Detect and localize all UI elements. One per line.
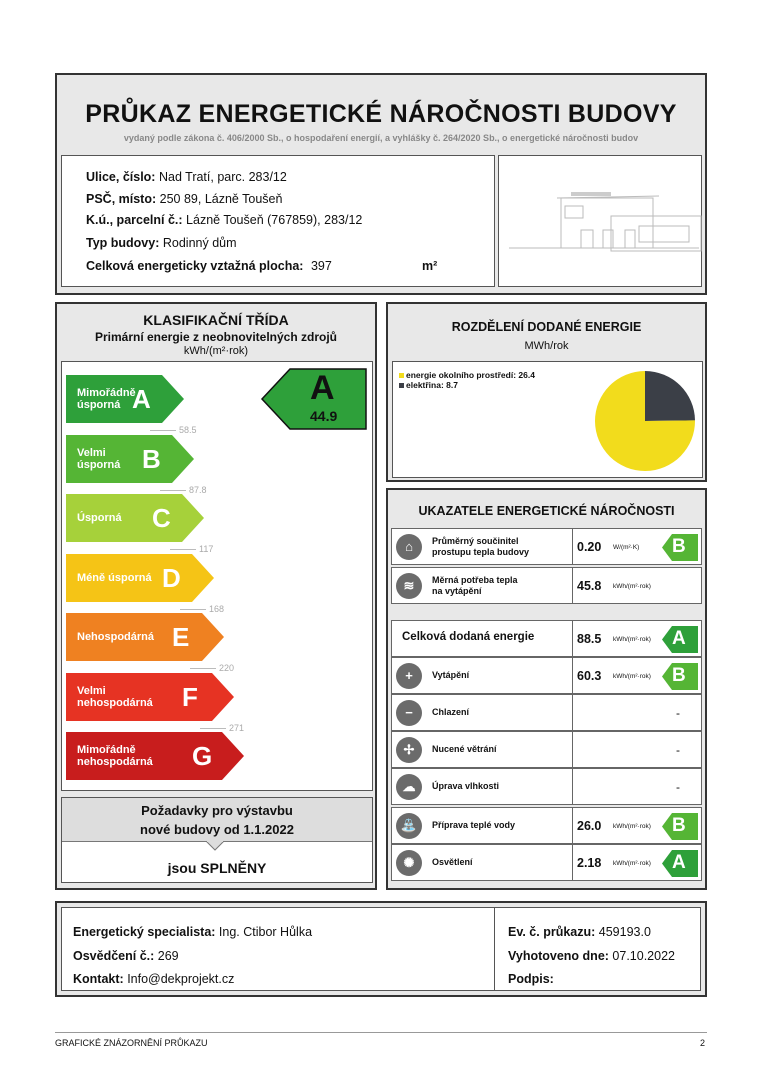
requirements-header [62, 798, 372, 842]
indicator-value: 2.18 [577, 856, 602, 870]
requirements-pointer-shape [206, 841, 224, 851]
indicator-class-letter: B [672, 665, 686, 686]
class-label-line1: Méně úsporná [77, 571, 152, 584]
indicator-name-line1: Celková dodaná energie [402, 631, 535, 643]
indicator-name-line1: Vytápění [432, 670, 470, 680]
class-letter-e: E [172, 622, 190, 652]
limit-value: 87.8 [189, 484, 207, 495]
faucet-icon [396, 813, 422, 839]
class-arrow-c [66, 494, 204, 542]
distribution-frame [386, 302, 707, 482]
class-label-e [77, 631, 154, 643]
class-limit-a [150, 425, 197, 435]
indicator-class-letter: A [672, 852, 686, 873]
lightbulb-icon [396, 850, 422, 876]
class-arrow-e [66, 613, 224, 661]
class-label-line1: Nehospodárná [77, 631, 155, 643]
indicator-unit: kWh/(m²·rok) [613, 860, 651, 867]
indicator-value-cell [572, 529, 702, 564]
class-limit-c [170, 544, 213, 554]
class-limit-d [180, 604, 224, 614]
heat-waves-icon [396, 573, 422, 599]
psc-label: PSČ, místo: [86, 192, 157, 206]
indicator-value: 45.8 [577, 579, 602, 593]
class-letter-d: D [162, 562, 181, 593]
indicator-value: 88.5 [577, 632, 602, 646]
contact-label: Kontakt: [73, 972, 124, 986]
indicator-row [391, 657, 702, 694]
page-subtitle: vydaný podle zákona č. 406/2000 Sb., o hospodaření energií, a vyhlášky č. 264/2020 Sb., o energetické náročnosti budov [123, 133, 639, 143]
class-letter-a: A [132, 384, 151, 414]
street-value: Nad Tratí, parc. 283/12 [158, 170, 287, 184]
class-label-c [77, 512, 122, 524]
class-label-line2: úsporná [77, 399, 121, 411]
indicator-row [391, 528, 702, 565]
house-icon-glyph: ⌂ [405, 539, 413, 554]
indicator-value-cell [572, 808, 702, 843]
indicator-name-line2: na vytápění [432, 586, 482, 596]
limit-line [170, 549, 196, 550]
indicator-class-letter: A [672, 628, 686, 649]
page-footer-label: GRAFICKÉ ZNÁZORNĚNÍ PRŮKAZU [55, 1038, 208, 1048]
psc-value: 250 89, Lázně Toušeň [159, 192, 283, 206]
class-label-line1: Velmi [77, 684, 106, 697]
fan-icon-glyph: ✢ [403, 742, 415, 757]
classification-scale-box [61, 361, 373, 791]
indicator-name [432, 536, 529, 558]
indicator-name [402, 632, 534, 643]
result-class-value: 44.9 [310, 408, 338, 424]
area-unit: m² [422, 259, 438, 273]
indicator-row [391, 620, 702, 657]
class-arrow-a [66, 375, 184, 423]
specialist-value: Ing. Ctibor Hůlka [218, 925, 313, 939]
area-label: Celková energeticky vztažná plocha: [86, 259, 304, 273]
signature-label: Podpis: [508, 972, 554, 986]
registration-label: Ev. č. průkazu: [508, 925, 596, 939]
indicator-name [432, 820, 515, 831]
contact-value: Info@dekprojekt.cz [127, 972, 235, 986]
indicator-value: 60.3 [577, 669, 602, 683]
requirements-line2: nové budovy od 1.1.2022 [140, 822, 294, 837]
class-letter-c: C [152, 503, 171, 533]
droplet-icon [396, 774, 422, 800]
legend-swatch-electricity [399, 383, 404, 388]
building-photo-box [498, 155, 702, 287]
class-label-g [77, 744, 153, 768]
house-icon [396, 534, 422, 560]
area-value: 397 [310, 259, 332, 273]
indicator-empty: - [676, 780, 680, 794]
building-type-value: Rodinný dům [162, 236, 237, 250]
indicator-unit: kWh/(m²·rok) [613, 583, 651, 590]
issued-date-value: 07.10.2022 [612, 949, 675, 963]
class-label-line1: Velmi [77, 446, 106, 459]
indicator-class-badge [662, 626, 698, 653]
indicator-value-cell [572, 695, 702, 730]
registration-value: 459193.0 [598, 925, 651, 939]
indicator-row [391, 731, 702, 768]
contact-row [73, 972, 234, 986]
issued-date-row [508, 949, 675, 963]
building-info-box [61, 155, 495, 287]
indicator-name-line1: Příprava teplé vody [432, 820, 516, 830]
faucet-icon-glyph: ⛲ [400, 818, 418, 833]
specialist-info-box [61, 907, 701, 991]
lightbulb-icon-glyph: ✺ [403, 855, 415, 870]
class-arrow-g [66, 732, 244, 780]
page-title: PRŮKAZ ENERGETICKÉ NÁROČNOSTI BUDOVY [85, 100, 677, 128]
indicator-name [432, 670, 469, 681]
indicator-name-line1: Měrná potřeba tepla [432, 575, 518, 585]
building-type-row [86, 236, 237, 250]
class-limit-e [190, 663, 234, 673]
pie-slice-electricity [645, 371, 695, 421]
requirements-result: jsou SPLNĚNY [167, 860, 267, 876]
indicator-value-cell [572, 769, 702, 804]
indicator-class-badge [662, 534, 698, 561]
indicator-row [391, 807, 702, 844]
indicator-name [432, 857, 473, 868]
class-label-line1: Mimořádně [77, 387, 136, 399]
limit-line [150, 430, 176, 431]
indicator-value-cell [572, 732, 702, 767]
indicator-class-badge [662, 813, 698, 840]
class-label-line2: úsporná [77, 458, 121, 471]
class-label-a [77, 387, 136, 411]
limit-value: 117 [199, 544, 214, 554]
requirements-line1: Požadavky pro výstavbu [141, 803, 293, 818]
legend-item-ambient [399, 370, 535, 380]
issued-date-label: Vyhotoveno dne: [508, 949, 609, 963]
cadastral-value: Lázně Toušeň (767859), 283/12 [186, 213, 363, 227]
indicator-class-badge [662, 850, 698, 877]
legend-text-ambient: energie okolního prostředí: 26.4 [406, 370, 535, 380]
indicator-name-line1: Průměrný součinitel [432, 536, 519, 546]
indicator-value-cell [572, 621, 702, 656]
class-label-line2: nehospodárná [77, 756, 153, 768]
requirements-box [61, 797, 373, 883]
class-letter-f: F [182, 681, 198, 712]
thermometer-minus-icon [396, 700, 422, 726]
legend-item-electricity [399, 380, 535, 390]
certificate-value: 269 [157, 949, 179, 963]
specialist-label: Energetický specialista: [73, 925, 216, 939]
classification-frame [55, 302, 377, 890]
signature-row [508, 972, 554, 986]
indicator-row [391, 844, 702, 881]
class-letter-g: G [192, 741, 213, 771]
distribution-title: ROZDĚLENÍ DODANÉ ENERGIE [451, 320, 642, 334]
psc-row [86, 192, 282, 206]
class-label-line1: Mimořádně [77, 744, 136, 756]
indicators-frame [386, 488, 707, 890]
indicator-name-line1: Nucené větrání [432, 744, 497, 754]
heat-waves-icon-glyph: ≋ [403, 578, 415, 593]
indicator-row [391, 768, 702, 805]
limit-value: 271 [229, 722, 245, 733]
cadastral-label: K.ú., parcelní č.: [86, 213, 183, 227]
droplet-icon-glyph: ☁ [402, 779, 416, 794]
limit-line [190, 668, 216, 669]
class-arrow-b [66, 435, 194, 483]
result-class-marker [260, 368, 368, 430]
street-row [86, 170, 287, 184]
class-arrow-d [66, 554, 214, 602]
legend [399, 370, 535, 390]
fan-icon [396, 737, 422, 763]
distribution-chart-box [392, 361, 703, 478]
certificate-header-frame [55, 73, 707, 295]
indicator-name [432, 781, 499, 792]
limit-line [160, 490, 186, 491]
page-footer-rule [55, 1032, 707, 1033]
indicator-class-letter: B [672, 536, 686, 557]
classification-subtitle: Primární energie z neobnovitelných zdrojů [94, 330, 338, 344]
indicator-name-line1: Úprava vlhkosti [432, 781, 500, 791]
indicator-value-cell [572, 658, 702, 693]
class-label-line1: Úsporná [77, 512, 122, 524]
footer-divider [494, 908, 495, 990]
legend-swatch-ambient [399, 373, 404, 378]
indicator-row [391, 694, 702, 731]
indicator-unit: kWh/(m²·rok) [613, 823, 651, 830]
indicator-unit: W/(m²·K) [613, 544, 640, 551]
specialist-frame [55, 901, 707, 997]
classification-title: KLASIFIKAČNÍ TŘÍDA [143, 312, 289, 328]
distribution-unit: MWh/rok [524, 340, 569, 352]
indicator-value: 0.20 [577, 540, 602, 554]
class-limit-f [200, 723, 244, 733]
indicator-name-line2: prostupu tepla budovy [432, 547, 530, 557]
limit-value: 58.5 [179, 425, 197, 435]
indicator-name-line1: Osvětlení [432, 857, 473, 867]
building-sketch-image [499, 156, 703, 288]
result-class-letter: A [310, 369, 335, 407]
legend-text-electricity: elektřina: 8.7 [406, 380, 458, 390]
indicator-class-letter: B [672, 815, 686, 836]
limit-value: 220 [219, 663, 235, 673]
indicator-empty: - [676, 706, 680, 720]
indicator-name-line1: Chlazení [432, 707, 470, 717]
thermometer-minus-icon-glyph: − [405, 705, 413, 720]
specialist-row [73, 925, 312, 939]
classification-unit: kWh/(m²·rok) [183, 345, 249, 357]
thermometer-plus-icon [396, 663, 422, 689]
indicator-empty: - [676, 743, 680, 757]
registration-row [508, 925, 651, 939]
limit-line [200, 728, 226, 729]
area-row [86, 259, 496, 273]
indicator-name [432, 707, 469, 718]
building-type-label: Typ budovy: [86, 236, 160, 250]
indicator-value-cell [572, 568, 702, 603]
indicator-class-badge [662, 663, 698, 690]
page-number: 2 [700, 1038, 706, 1048]
class-label-f [77, 685, 153, 709]
indicator-row [391, 567, 702, 604]
certificate-label: Osvědčení č.: [73, 949, 155, 963]
cadastral-row [86, 213, 362, 227]
indicator-unit: kWh/(m²·rok) [613, 673, 651, 680]
class-label-d [77, 572, 152, 584]
certificate-row [73, 949, 179, 963]
street-label: Ulice, číslo: [86, 170, 156, 184]
indicator-unit: kWh/(m²·rok) [613, 636, 651, 643]
indicator-value-cell [572, 845, 702, 880]
class-letter-b: B [142, 443, 161, 474]
limit-value: 168 [209, 603, 225, 614]
indicators-title: UKAZATELE ENERGETICKÉ NÁROČNOSTI [418, 504, 675, 518]
indicator-name [432, 744, 497, 755]
class-label-b [77, 447, 120, 471]
limit-line [180, 609, 206, 610]
class-arrow-f [66, 673, 234, 721]
indicator-value: 26.0 [577, 819, 602, 833]
indicator-name [432, 575, 518, 597]
energy-pie-chart [593, 369, 697, 473]
thermometer-plus-icon-glyph: + [405, 668, 413, 683]
class-limit-b [160, 485, 207, 495]
class-label-line2: nehospodárná [77, 696, 153, 709]
